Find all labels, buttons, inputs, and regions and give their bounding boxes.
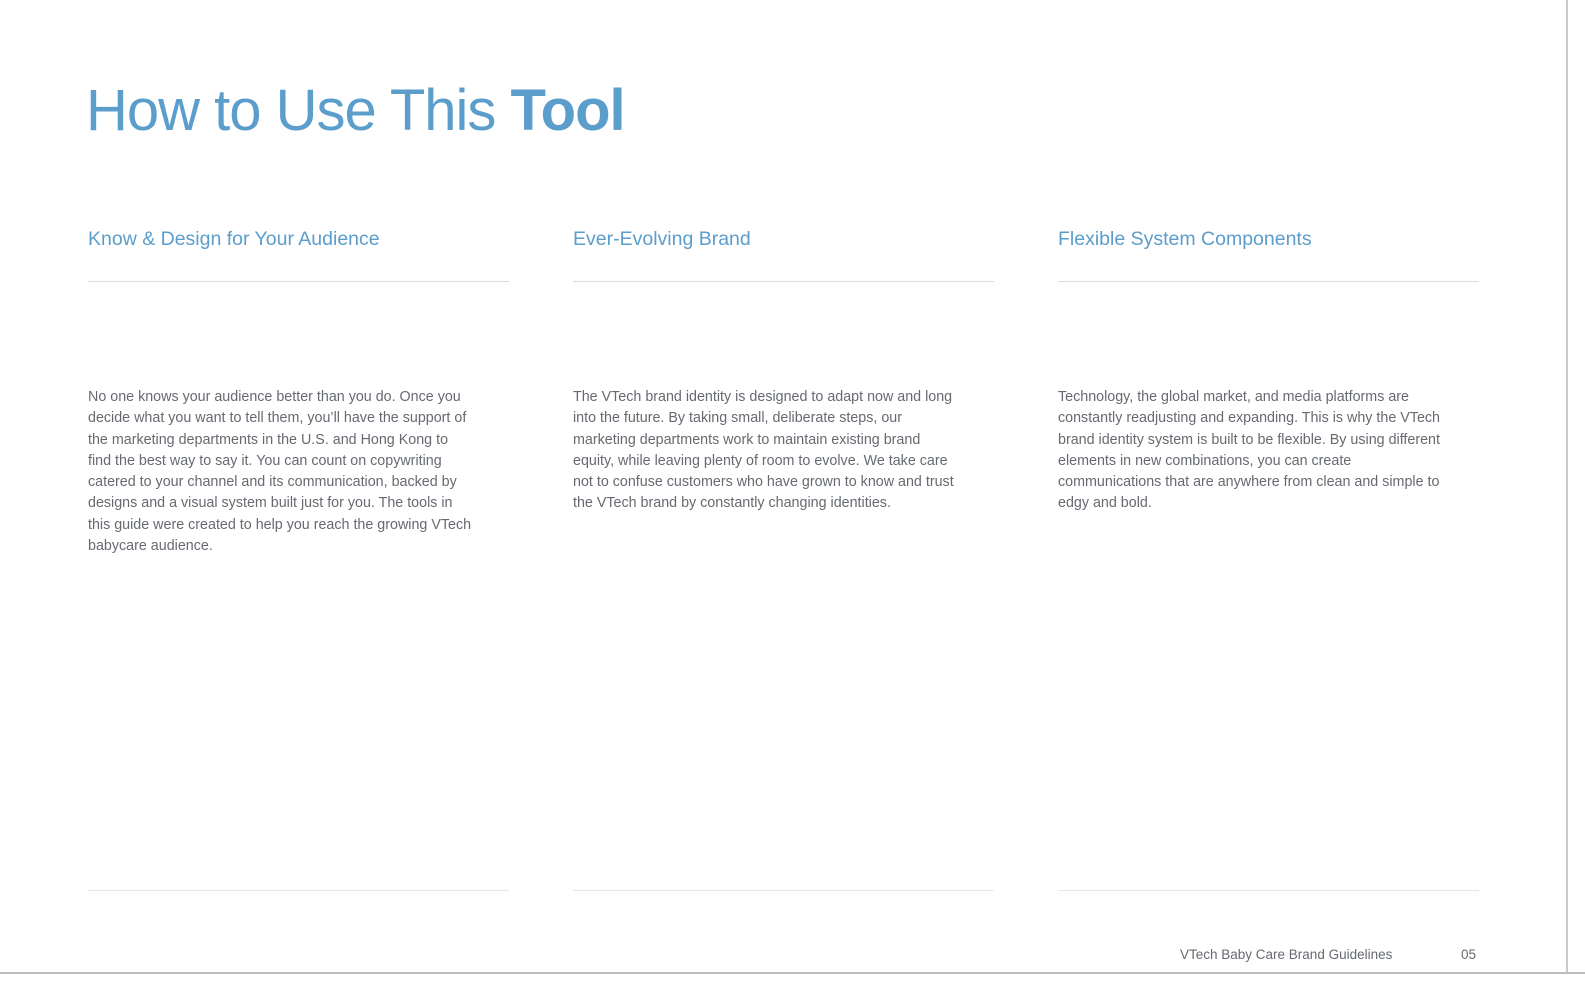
column-divider-top [573,281,994,282]
column-divider-bottom [88,890,509,891]
column-divider-top [1058,281,1479,282]
footer-page-number: 05 [1461,947,1477,962]
column-heading: Ever-Evolving Brand [573,228,751,250]
column-divider-bottom [1058,890,1479,891]
page-title-light: How to Use This [86,78,511,143]
column-body: No one knows your audience better than you do. Once you decide what you want to tell them, you’ll have the support of the marketing departments in the U.S. and Hong Kong to find the best way to say it. You can count on copywriting catered to your channel and its communication, backed by designs and a visual system built just for you. The tools in this guide were created to help you reach the growing VTech babycare audience. [88,389,472,555]
column-divider-top [88,281,509,282]
column-divider-bottom [573,890,994,891]
page-edge-bottom [0,972,1585,974]
column-audience [88,225,509,555]
page-title-bold: Tool [510,78,625,143]
column-body: Technology, the global market, and media platforms are constantly readjusting and expanding. This is why the VTech brand identity system is built to be flexible. By using different elements in new combinations, you can create communications that are anywhere from clean and simple to edgy and bold. [1058,389,1441,512]
column-components [1058,225,1479,512]
column-body: The VTech brand identity is designed to adapt now and long into the future. By taking small, deliberate steps, our marketing departments work to maintain existing brand equity, while leaving plenty of room to evolve. We take care not to confuse customers who have grown to know and trust the VTech brand by constantly changing identities. [573,389,954,512]
page-title [86,76,625,146]
column-heading: Flexible System Components [1058,228,1312,250]
column-brand [573,225,994,512]
column-heading: Know & Design for Your Audience [88,228,380,250]
footer-document-name: VTech Baby Care Brand Guidelines [1180,947,1393,962]
page-edge-right [1566,0,1568,972]
